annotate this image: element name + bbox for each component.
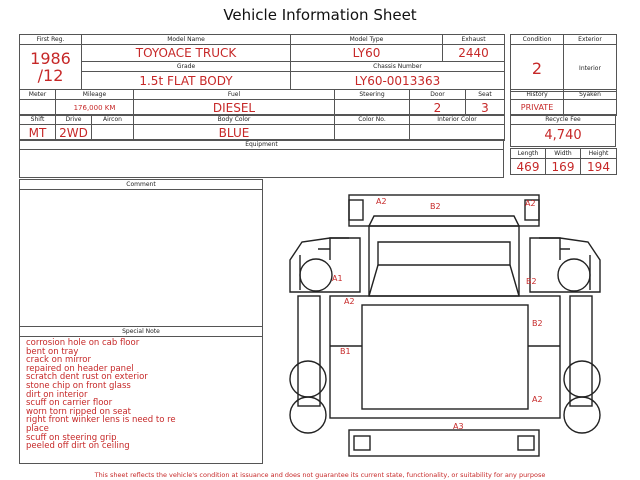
right-rear-dual-wheel [564,397,600,433]
model-type-label: Model Type [291,35,443,45]
front-left-lamp [349,200,363,220]
drive-value: 2WD [56,125,92,141]
meter-label: Meter [20,90,56,100]
shift-label: Shift [20,115,56,125]
steering-label: Steering [335,90,410,100]
condition-value: 2 [511,45,564,92]
cab-outline [369,226,519,296]
comment-label: Comment [20,180,262,190]
special-note-item: worn torn ripped on seat [26,406,132,417]
mark-top-center: B2 [430,202,441,211]
chassis-number-label: Chassis Number [291,62,505,72]
vehicle-damage-diagram [270,180,630,470]
history-table [510,89,617,116]
seat-value: 3 [466,100,505,116]
grade-value: 1.5t FLAT BODY [82,72,291,90]
first-reg-value [20,45,82,90]
mark-top-left: A2 [376,197,387,206]
left-rear-dual-wheel [290,397,326,433]
special-note-item: crack on mirror [26,355,91,366]
door-lines [300,255,590,290]
seat-label: Seat [466,90,505,100]
height-label: Height [581,149,617,159]
syaken-label: Syaken [564,90,617,100]
rear-right-lamp [518,436,534,450]
recycle-fee-label: Recycle Fee [511,115,616,125]
exterior-label: Exterior [564,35,617,45]
flat-bed-floor [362,305,528,409]
model-name-label: Model Name [82,35,291,45]
equipment-table [19,139,504,178]
special-note-item: corrosion hole on cab floor [26,338,140,348]
condition-table [510,34,617,92]
right-front-wheel [558,259,590,291]
right-mirror-arm [539,238,570,260]
page-title: Vehicle Information Sheet [223,6,417,24]
mark-top-right: A2 [525,199,536,208]
special-note-item: scratch dent rust on exterior [26,372,148,383]
spec-table [19,89,505,116]
right-bed-rail [570,296,592,406]
mark-right-bed: B2 [532,319,543,328]
left-mirror-arm [318,238,349,260]
length-label: Length [511,149,546,159]
comment-box [19,179,263,327]
mileage-label: Mileage [56,90,134,100]
cab-pillars [369,265,519,296]
disclaimer-footer: This sheet reflects the vehicle's condition at issuance and does not guarantee its current state, functionality, or suitability for any purpose [94,471,546,479]
recycle-fee-value: 4,740 [511,125,616,147]
body-color-label: Body Color [134,115,335,125]
special-note-label: Special Note [20,327,262,337]
mark-left-door: A1 [332,274,343,283]
door-label: Door [410,90,466,100]
width-label: Width [546,149,581,159]
mark-right-door: B2 [526,277,537,286]
main-info-table [19,34,505,90]
first-reg-label: First Reg. [20,35,82,45]
equipment-label: Equipment [20,140,504,150]
model-type-value: LY60 [291,45,443,62]
special-note-item: scuff on steering grip [26,432,117,443]
special-note-list [20,337,262,451]
exhaust-label: Exhaust [443,35,505,45]
color-table [19,114,505,141]
mark-right-bed-lower: A2 [532,395,543,404]
special-note-item: peeled off dirt on ceiling [26,441,130,452]
model-name-value: TOYOACE TRUCK [82,45,291,62]
left-front-wheel [300,259,332,291]
body-color-value: BLUE [134,125,335,141]
special-note-item: right front winker lens is need to re [26,415,176,426]
shift-value: MT [20,125,56,141]
special-note-item: stone chip on front glass [26,380,131,391]
special-note-item: scuff on carrier floor [26,398,113,409]
fuel-label: Fuel [134,90,335,100]
length-value: 469 [511,159,546,175]
recycle-table [510,114,616,147]
left-bed-rail [298,296,320,406]
mark-rear: A3 [453,422,464,431]
width-value: 169 [546,159,581,175]
flat-bed-outline [330,296,560,418]
equipment-value [20,150,504,178]
grade-label: Grade [82,62,291,72]
color-no-label: Color No. [335,115,410,125]
rear-bumper-outline [349,430,539,456]
height-value: 194 [581,159,617,175]
door-value: 2 [410,100,466,116]
windshield [378,242,510,265]
first-reg-month: /12 [37,66,64,85]
special-note-box [19,326,263,464]
interior-label: Interior [564,45,617,92]
first-reg-year: 1986 [30,49,71,68]
history-label: History [511,90,564,100]
fuel-value: DIESEL [134,100,335,116]
condition-label: Condition [511,35,564,45]
chassis-number-value: LY60-0013363 [291,72,505,90]
special-note-item: repaired on header panel [26,363,134,374]
history-value: PRIVATE [511,100,564,116]
cab-roof-edge [369,216,519,226]
interior-color-label: Interior Color [410,115,505,125]
mileage-value: 176,000 KM [56,100,134,116]
drive-label: Drive [56,115,92,125]
special-note-item: bent on tray [26,346,79,357]
exhaust-value: 2440 [443,45,505,62]
special-note-item: place [26,423,49,434]
mark-left-bed: B1 [340,347,351,356]
aircon-label: Aircon [92,115,134,125]
rear-left-lamp [354,436,370,450]
dimensions-table [510,148,617,175]
mark-left-cab-bottom: A2 [344,297,355,306]
special-note-item: dirt on interior [26,389,88,400]
